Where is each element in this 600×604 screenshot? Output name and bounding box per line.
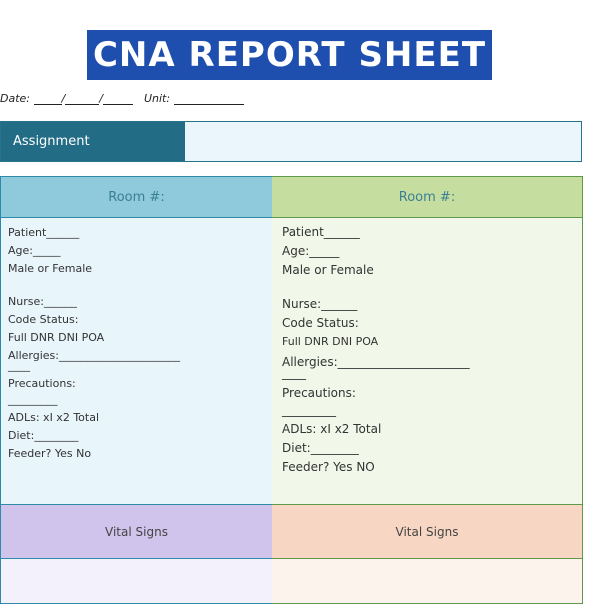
allergies-field: Allergies:______________________ [282,355,470,369]
vital-signs-header-1: Vital Signs [0,505,273,559]
precautions-blank: _________ [282,403,336,417]
assignment-label: Assignment [1,122,185,161]
room-header-2: Room #: [272,176,583,218]
sex-field: Male or Female [282,263,374,277]
title-banner [87,30,492,80]
diet-field: Diet:________ [8,429,79,442]
unit-blank[interactable] [174,94,244,105]
feeder-field: Feeder? Yes No [8,447,92,460]
nurse-field: Nurse:______ [282,297,358,311]
assignment-row [0,121,582,162]
date-unit-row [0,92,244,105]
nurse-field: Nurse:______ [8,295,77,308]
code-status-label: Code Status: [8,313,79,326]
code-status-label: Code Status: [282,316,359,330]
patient-field: Patient______ [8,226,80,239]
age-field: Age:_____ [282,244,340,258]
room-column-1 [0,176,273,604]
patient-field: Patient______ [282,225,360,239]
room-header-1: Room #: [0,176,273,218]
precautions-label: Precautions: [8,377,76,390]
date-separator-2: / [99,92,103,105]
vital-signs-header-2: Vital Signs [272,505,583,559]
code-status-options: Full DNR DNI POA [8,331,105,344]
feeder-field: Feeder? Yes NO [282,460,375,474]
allergies-continuation: ____ [282,366,306,380]
sex-field: Male or Female [8,262,93,275]
code-status-options: Full DNR DNI POA [282,335,379,348]
allergies-continuation: ____ [8,359,30,372]
date-year-blank[interactable] [103,94,133,105]
precautions-label: Precautions: [282,386,356,400]
unit-label: Unit: [143,92,171,105]
age-field: Age:_____ [8,244,61,257]
room-column-2 [272,176,583,604]
allergies-field: Allergies:______________________ [8,349,180,362]
adls-field: ADLs: xI x2 Total [8,411,100,424]
vital-signs-body-2[interactable] [272,559,583,604]
precautions-blank: _________ [8,393,58,406]
date-separator-1: / [61,92,66,105]
room-body-1[interactable] [0,218,273,505]
date-label: Date: [0,92,30,105]
date-month-blank[interactable] [34,94,62,105]
adls-field: ADLs: xI x2 Total [282,422,382,436]
room-body-2[interactable] [272,218,583,505]
date-day-blank[interactable] [65,94,99,105]
vital-signs-body-1[interactable] [0,559,273,604]
diet-field: Diet:________ [282,441,359,455]
page-title: CNA REPORT SHEET [92,35,487,75]
assignment-field[interactable] [185,122,581,161]
